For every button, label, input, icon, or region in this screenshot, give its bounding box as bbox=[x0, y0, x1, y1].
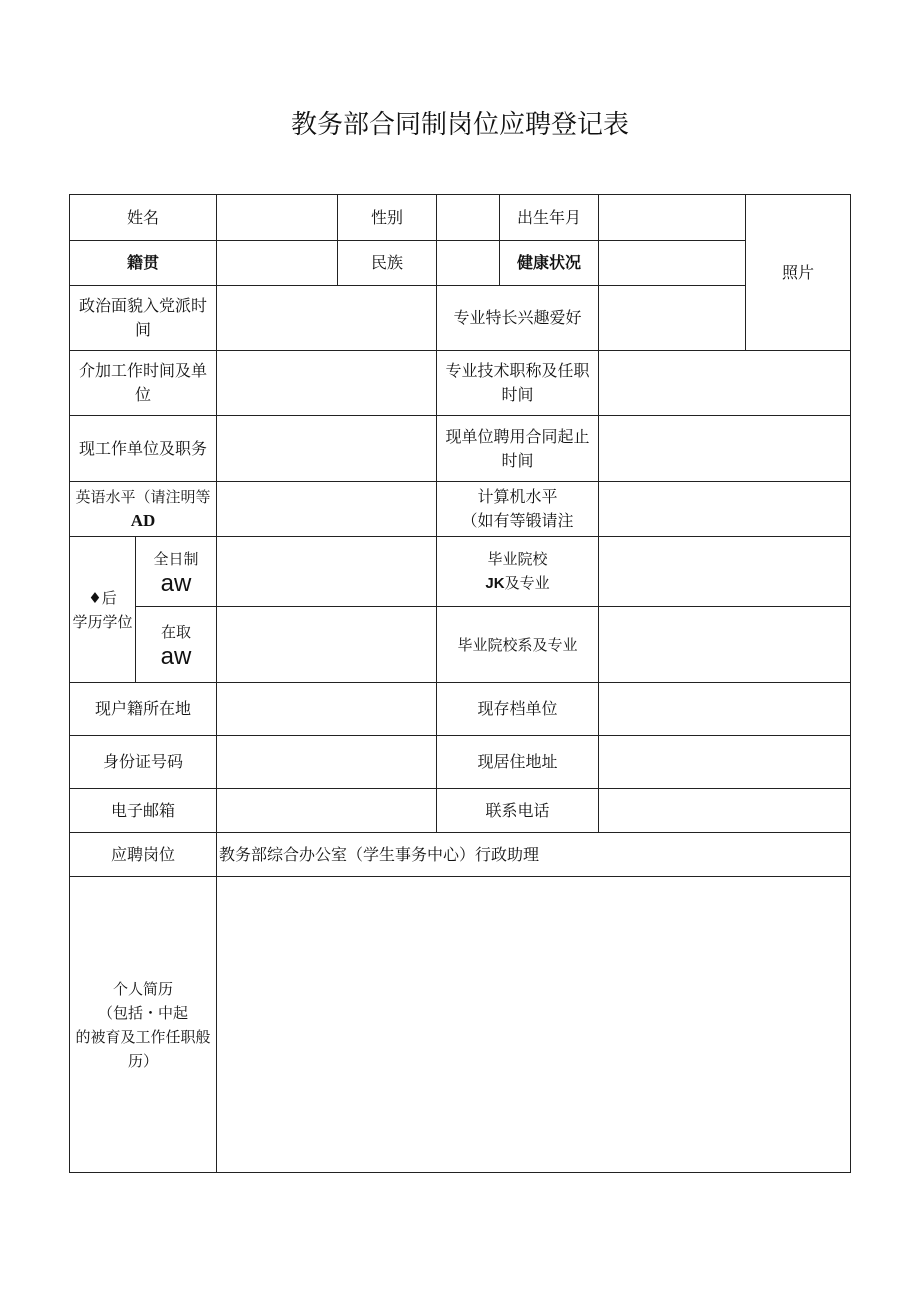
birth-field[interactable] bbox=[599, 195, 745, 240]
label-native: 籍贯 bbox=[126, 253, 159, 272]
label-fulltime bbox=[136, 537, 216, 606]
label-political-line1: 政治面貌入党派时 bbox=[78, 296, 207, 315]
label-position: 应聘岗位 bbox=[110, 844, 175, 864]
label-tech-title-line2: 时间 bbox=[501, 385, 534, 404]
position-value[interactable]: 教务部综合办公室（学生事务中心）行政助理 bbox=[219, 844, 540, 864]
label-grad-school-line2 bbox=[485, 571, 549, 596]
grad-school-field[interactable] bbox=[599, 537, 850, 606]
gender-field[interactable] bbox=[437, 195, 499, 240]
label-inservice-line1: 在取 bbox=[160, 622, 191, 641]
label-tech-title-line1: 专业技术职称及任职 bbox=[445, 361, 590, 380]
label-work-start bbox=[70, 351, 216, 415]
label-birth: 出生年月 bbox=[516, 207, 581, 227]
label-specialty: 专业特长兴趣爱好 bbox=[453, 308, 582, 327]
email-field[interactable] bbox=[217, 789, 436, 832]
hukou-field[interactable] bbox=[217, 683, 436, 735]
label-grad-school bbox=[437, 537, 598, 606]
work-start-field[interactable] bbox=[217, 351, 436, 415]
label-political bbox=[70, 286, 216, 350]
specialty-field[interactable] bbox=[599, 286, 745, 350]
label-education-line2: 学历学位 bbox=[72, 612, 133, 631]
label-work-start-line1: 介加工作时间及单 bbox=[78, 361, 207, 380]
label-archive: 现存档单位 bbox=[477, 699, 558, 718]
label-contract bbox=[437, 416, 598, 481]
form-title: 教务部合同制岗位应聘登记表 bbox=[290, 110, 629, 140]
phone-field[interactable] bbox=[599, 789, 850, 832]
label-inservice bbox=[136, 607, 216, 682]
label-english-line1: 英语水平（请注明等 bbox=[75, 488, 211, 506]
archive-field[interactable] bbox=[599, 683, 850, 735]
label-inservice-line2: aw bbox=[160, 642, 192, 670]
label-contract-line1: 现单位聘用合同起止 bbox=[445, 426, 590, 446]
label-photo: 照片 bbox=[781, 262, 814, 282]
native-field[interactable] bbox=[217, 241, 337, 285]
tech-title-field[interactable] bbox=[599, 351, 850, 415]
label-computer-line2: （如有等锻请注 bbox=[461, 511, 574, 530]
grad-school-dept-field[interactable] bbox=[599, 607, 850, 682]
current-work-field[interactable] bbox=[217, 416, 436, 481]
label-resume bbox=[70, 877, 216, 1172]
name-field[interactable] bbox=[217, 195, 337, 240]
label-resume-line3: 的被育及工作任职般 bbox=[75, 1027, 211, 1046]
label-english-line2: AD bbox=[130, 511, 156, 530]
label-address: 现居住地址 bbox=[477, 752, 558, 771]
label-gender: 性别 bbox=[370, 207, 403, 227]
label-grad-school-line1: 毕业院校 bbox=[487, 550, 548, 568]
label-political-line2: 间 bbox=[134, 320, 151, 339]
label-grad-school-suffix: 及专业 bbox=[504, 574, 550, 592]
label-current-work: 现工作单位及职务 bbox=[78, 438, 207, 458]
label-work-start-line2: 位 bbox=[134, 385, 151, 404]
label-computer-line1: 计算机水平 bbox=[477, 487, 558, 506]
label-education-line1: ♦后 bbox=[88, 588, 117, 607]
resume-field[interactable] bbox=[217, 877, 850, 1172]
label-resume-line4: 历） bbox=[127, 1051, 158, 1070]
label-email: 电子邮箱 bbox=[110, 800, 175, 820]
label-name: 姓名 bbox=[126, 207, 159, 227]
label-resume-line2: （包括・中起 bbox=[97, 1003, 188, 1022]
label-education bbox=[70, 537, 135, 682]
label-phone: 联系电话 bbox=[485, 800, 550, 820]
label-ethnicity: 民族 bbox=[370, 253, 403, 272]
label-grad-school-abbr: JK bbox=[485, 575, 505, 592]
address-field[interactable] bbox=[599, 736, 850, 788]
fulltime-field[interactable] bbox=[217, 537, 436, 606]
label-english bbox=[70, 482, 216, 536]
label-grad-school-dept: 毕业院校系及专业 bbox=[457, 635, 578, 654]
label-tech-title bbox=[437, 351, 598, 415]
political-field[interactable] bbox=[217, 286, 436, 350]
english-field[interactable] bbox=[217, 482, 436, 536]
label-fulltime-line1: 全日制 bbox=[153, 549, 199, 568]
label-id-number: 身份证号码 bbox=[102, 752, 183, 771]
label-health: 健康状况 bbox=[516, 253, 581, 272]
label-resume-line1: 个人简历 bbox=[112, 979, 173, 998]
label-computer bbox=[437, 482, 598, 536]
contract-field[interactable] bbox=[599, 416, 850, 481]
label-fulltime-line2: aw bbox=[160, 569, 192, 597]
inservice-field[interactable] bbox=[217, 607, 436, 682]
label-hukou: 现户籍所在地 bbox=[94, 699, 191, 718]
label-contract-line2: 时间 bbox=[501, 450, 534, 470]
health-field[interactable] bbox=[599, 241, 745, 285]
computer-field[interactable] bbox=[599, 482, 850, 536]
id-number-field[interactable] bbox=[217, 736, 436, 788]
ethnicity-field[interactable] bbox=[437, 241, 499, 285]
